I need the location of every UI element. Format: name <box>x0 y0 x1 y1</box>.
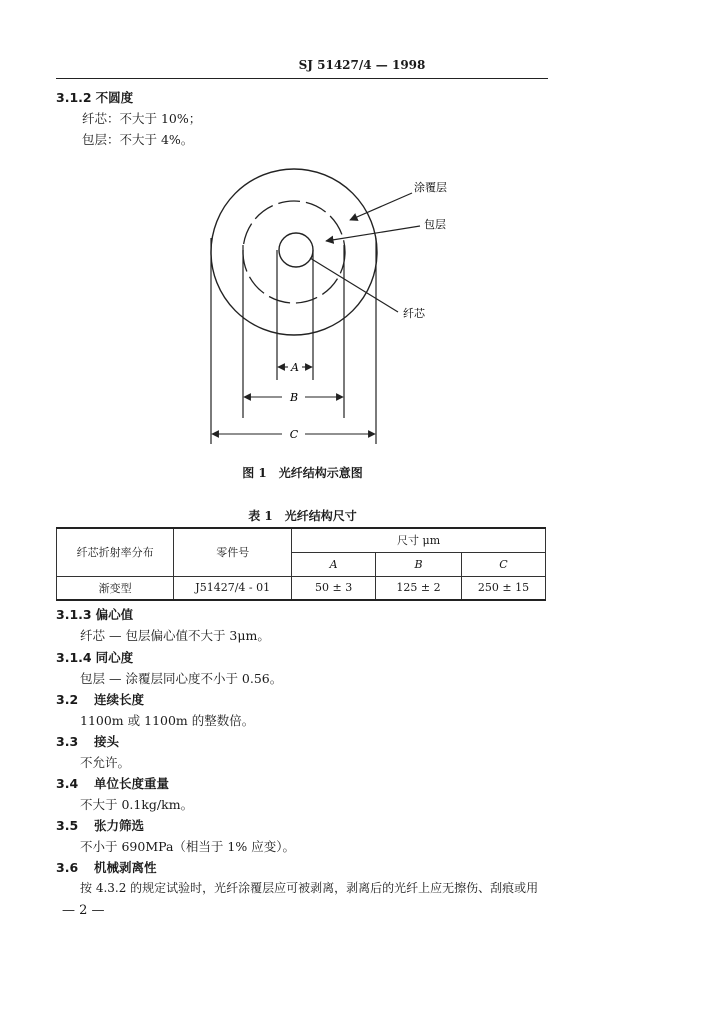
section-3-1-2-cladding-text: 包层：不大于 4%。 <box>82 132 194 147</box>
figure-caption: 图 1 光纤结构示意图 <box>242 466 363 480</box>
label-core: 纤芯 <box>403 307 425 320</box>
section-3-5-text: 不小于 690MPa（相当于 1% 应变）。 <box>80 839 295 854</box>
section-number: 3.6 <box>56 860 79 875</box>
section-3-4-text: 不大于 0.1kg/km。 <box>80 797 194 812</box>
section-title: 张力筛选 <box>94 818 145 833</box>
leader-core <box>310 258 398 312</box>
cell-a: 50 ± 3 <box>292 576 376 600</box>
section-title: 不圆度 <box>95 90 134 105</box>
dim-label-a: A <box>291 361 299 374</box>
cell-b: 125 ± 2 <box>376 576 462 600</box>
cell-part-number: J51427/4 - 01 <box>174 576 292 600</box>
section-title: 单位长度重量 <box>94 776 170 791</box>
section-title: 连续长度 <box>94 692 145 707</box>
cell-c: 250 ± 15 <box>461 576 545 600</box>
section-title: 机械剥离性 <box>94 860 157 875</box>
header-size: 尺寸 μm <box>292 528 546 552</box>
section-number: 3.2 <box>56 692 79 707</box>
section-3-1-4-heading <box>56 648 133 666</box>
label-cladding: 包层 <box>424 218 446 231</box>
section-number: 3.1.3 <box>56 607 92 622</box>
core-circle <box>279 233 313 267</box>
header-profile: 纤芯折射率分布 <box>57 528 174 576</box>
section-number: 3.4 <box>56 776 79 791</box>
section-3-1-2-core-text: 纤芯：不大于 10%； <box>82 111 202 126</box>
section-3-1-4-text: 包层 — 涂覆层同心度不小于 0.56。 <box>80 671 283 686</box>
section-3-4-heading <box>56 774 169 792</box>
section-number: 3.1.2 <box>56 90 92 105</box>
table-row <box>57 576 546 600</box>
coating-circle <box>211 169 377 335</box>
header-a: A <box>292 552 376 576</box>
fiber-structure-figure <box>0 0 724 470</box>
leader-coating <box>350 193 412 220</box>
section-3-6-text: 按 4.3.2 的规定试验时，光纤涂覆层应可被剥离，剥离后的光纤上应无擦伤、刮痕或用 <box>80 881 539 895</box>
dim-label-c: C <box>289 428 299 441</box>
section-title: 偏心值 <box>95 607 134 622</box>
cladding-circle <box>243 201 345 303</box>
section-3-5-heading <box>56 816 144 834</box>
header-part-number: 零件号 <box>174 528 292 576</box>
section-3-6-heading <box>56 858 157 876</box>
section-title: 同心度 <box>95 650 134 665</box>
section-number: 3.3 <box>56 734 79 749</box>
fiber-dimension-table <box>56 527 546 601</box>
section-3-2-heading <box>56 690 144 708</box>
section-3-2-text: 1100m 或 1100m 的整数倍。 <box>80 713 255 728</box>
section-number: 3.1.4 <box>56 650 92 665</box>
section-3-3-text: 不允许。 <box>80 755 131 770</box>
label-coating: 涂覆层 <box>414 181 447 194</box>
page-number: — 2 — <box>62 903 105 918</box>
section-3-3-heading <box>56 732 119 750</box>
section-number: 3.5 <box>56 818 79 833</box>
document-header: SJ 51427/4 — 1998 <box>298 58 426 72</box>
section-title: 接头 <box>94 734 120 749</box>
dim-label-b: B <box>289 391 299 404</box>
cell-profile: 渐变型 <box>57 576 174 600</box>
header-c: C <box>461 552 545 576</box>
table-caption: 表 1 光纤结构尺寸 <box>248 509 357 523</box>
header-b: B <box>376 552 462 576</box>
section-3-1-3-text: 纤芯 — 包层偏心值不大于 3μm。 <box>80 628 270 643</box>
section-3-1-3-heading <box>56 605 133 623</box>
